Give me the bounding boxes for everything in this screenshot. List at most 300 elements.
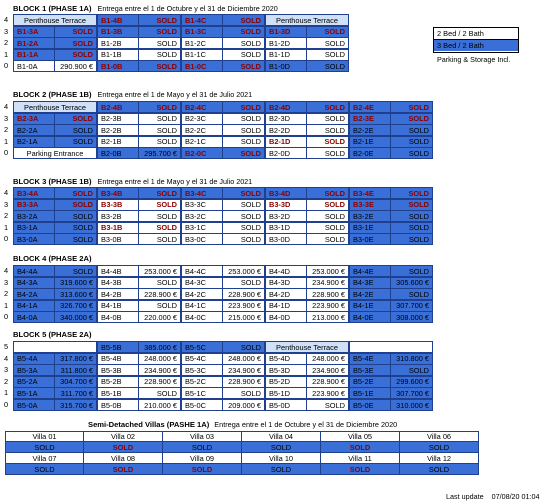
unit-price: 215.000 € <box>228 312 261 322</box>
unit-label: Penthouse Terrace <box>24 102 86 112</box>
unit-cell <box>97 26 181 38</box>
villa-name: Villa 12 <box>400 453 479 464</box>
block1-title: BLOCK 1 (PHASE 1A) <box>13 4 92 13</box>
sold-status: SOLD <box>240 223 261 233</box>
sold-status: SOLD <box>240 102 261 112</box>
unit-cell <box>13 60 97 72</box>
unit-id: B3-2B <box>98 211 139 221</box>
sold-status: SOLD <box>156 125 177 135</box>
unit-id: B3-0B <box>98 234 139 244</box>
unit-cell <box>265 187 349 199</box>
unit-cell <box>349 387 433 399</box>
unit-id: B4-1B <box>98 301 139 311</box>
unit-cell <box>181 222 265 234</box>
sold-status: SOLD <box>240 125 261 135</box>
sold-status: SOLD <box>72 266 93 276</box>
legend-2bed <box>434 28 518 40</box>
floor-label: 4 <box>3 188 9 197</box>
unit-cell <box>265 60 349 72</box>
unit-cell <box>349 265 433 277</box>
sold-status: SOLD <box>240 278 261 288</box>
unit-id: B3-3D <box>266 200 307 210</box>
unit-id: B4-1E <box>350 301 391 311</box>
unit-cell <box>265 300 349 312</box>
unit-id: B1-0A <box>14 61 55 71</box>
floor-label: 4 <box>3 266 9 275</box>
unit-id: B3-0A <box>14 234 55 244</box>
unit-cell <box>181 387 265 399</box>
villa-status: SOLD <box>321 464 400 475</box>
unit-id: B3-2E <box>350 211 391 221</box>
unit-id: B5-1C <box>182 388 223 398</box>
unit-price: 248.000 € <box>144 354 177 364</box>
unit-cell <box>181 233 265 245</box>
sold-status: SOLD <box>156 102 177 112</box>
sold-status: SOLD <box>324 38 345 48</box>
unit-cell <box>265 124 349 136</box>
unit-cell <box>97 14 181 26</box>
unit-cell <box>181 300 265 312</box>
unit-id: B4-3A <box>14 278 55 288</box>
unit-label: Parking Entrance <box>26 148 84 158</box>
sold-status: SOLD <box>156 38 177 48</box>
unit-price: 223.900 € <box>312 388 345 398</box>
unit-id: B3-1C <box>182 223 223 233</box>
label-cell <box>265 341 349 353</box>
unit-cell <box>13 222 97 234</box>
unit-price: 210.000 € <box>144 400 177 410</box>
sold-status: SOLD <box>156 278 177 288</box>
unit-cell <box>97 376 181 388</box>
unit-id: B3-1D <box>266 223 307 233</box>
unit-id: B5-3A <box>14 365 55 375</box>
unit-label: Penthouse Terrace <box>276 342 338 352</box>
unit-cell <box>181 26 265 38</box>
unit-id: B5-4A <box>14 354 55 364</box>
unit-price: 313.600 € <box>60 289 93 299</box>
sold-status: SOLD <box>156 50 177 60</box>
unit-cell <box>349 113 433 125</box>
sold-status: SOLD <box>72 200 93 210</box>
sold-status: SOLD <box>72 50 93 60</box>
label-cell <box>13 14 97 26</box>
sold-status: SOLD <box>240 148 261 158</box>
unit-cell <box>349 199 433 211</box>
unit-price: 326.700 € <box>60 301 93 311</box>
unit-id: B1-2B <box>98 38 139 48</box>
unit-cell <box>265 113 349 125</box>
unit-cell <box>349 353 433 365</box>
last-update-label: Last update <box>446 492 484 501</box>
unit-cell <box>13 265 97 277</box>
unit-cell <box>349 277 433 289</box>
label-cell <box>13 101 97 113</box>
unit-id: B5-5C <box>182 342 223 352</box>
sold-status: SOLD <box>240 15 261 25</box>
block4-title: BLOCK 4 (PHASE 2A) <box>13 254 92 263</box>
unit-id: B1-4C <box>182 15 223 25</box>
unit-id: B5-2A <box>14 377 55 387</box>
unit-cell <box>13 26 97 38</box>
unit-price: 315.700 € <box>60 400 93 410</box>
unit-id: B3-3B <box>98 200 139 210</box>
label-cell <box>13 147 97 159</box>
sold-status: SOLD <box>408 125 429 135</box>
floor-label: 0 <box>3 61 9 71</box>
unit-cell <box>13 37 97 49</box>
floor-label: 1 <box>3 388 9 398</box>
villa-row <box>5 442 479 453</box>
unit-price: 253.000 € <box>228 266 261 276</box>
unit-id: B4-0C <box>182 312 223 322</box>
unit-id: B4-3B <box>98 278 139 288</box>
unit-id: B5-3B <box>98 365 139 375</box>
floor-label: 2 <box>3 38 9 48</box>
sold-status: SOLD <box>72 188 93 198</box>
unit-price: 228.900 € <box>144 377 177 387</box>
unit-id: B4-2B <box>98 289 139 299</box>
unit-cell <box>181 101 265 113</box>
unit-id: B4-0D <box>266 312 307 322</box>
unit-cell <box>349 288 433 300</box>
unit-cell <box>13 49 97 61</box>
unit-cell <box>181 49 265 61</box>
unit-id: B4-3E <box>350 278 391 288</box>
unit-id: B4-2E <box>350 289 391 299</box>
unit-price: 234.900 € <box>312 278 345 288</box>
unit-cell <box>265 199 349 211</box>
unit-cell <box>97 136 181 148</box>
unit-id: B5-0E <box>350 400 391 410</box>
sold-status: SOLD <box>408 200 429 210</box>
unit-id: B4-4B <box>98 266 139 276</box>
unit-cell <box>265 399 349 411</box>
unit-cell <box>181 341 265 353</box>
unit-price: 253.000 € <box>312 266 345 276</box>
unit-id: B3-0E <box>350 234 391 244</box>
villa-name: Villa 04 <box>242 431 321 442</box>
unit-id: B2-1B <box>98 137 139 147</box>
villa-name: Villa 08 <box>84 453 163 464</box>
sold-status: SOLD <box>240 114 261 124</box>
unit-id: B4-2D <box>266 289 307 299</box>
unit-cell <box>181 277 265 289</box>
villa-name: Villa 01 <box>5 431 84 442</box>
sold-status: SOLD <box>156 61 177 71</box>
unit-cell <box>181 311 265 323</box>
unit-id: B1-1C <box>182 50 223 60</box>
unit-cell <box>349 300 433 312</box>
unit-id: B5-3C <box>182 365 223 375</box>
unit-id: B5-4C <box>182 354 223 364</box>
unit-cell <box>97 124 181 136</box>
unit-id: B1-3B <box>98 27 139 37</box>
label-cell <box>265 14 349 26</box>
unit-id: B1-0B <box>98 61 139 71</box>
unit-cell <box>97 187 181 199</box>
sold-status: SOLD <box>72 38 93 48</box>
unit-cell <box>265 49 349 61</box>
sold-status: SOLD <box>324 211 345 221</box>
floor-label: 2 <box>3 125 9 135</box>
unit-price: 228.900 € <box>228 289 261 299</box>
sold-status: SOLD <box>240 50 261 60</box>
unit-cell <box>349 399 433 411</box>
unit-cell <box>181 199 265 211</box>
unit-id: B3-4A <box>14 188 55 198</box>
unit-id: B1-4B <box>98 15 139 25</box>
unit-id: B2-2D <box>266 125 307 135</box>
unit-cell <box>181 376 265 388</box>
unit-cell <box>265 136 349 148</box>
unit-cell <box>13 387 97 399</box>
sold-status: SOLD <box>72 234 93 244</box>
unit-id: B2-1E <box>350 137 391 147</box>
last-update-value: 07/08/20 01:04 <box>491 492 540 501</box>
unit-price: 248.000 € <box>312 354 345 364</box>
unit-id: B2-1C <box>182 137 223 147</box>
unit-price: 223.900 € <box>228 301 261 311</box>
unit-price: 310.800 € <box>396 354 429 364</box>
sold-status: SOLD <box>408 148 429 158</box>
sold-status: SOLD <box>156 137 177 147</box>
sold-status: SOLD <box>240 61 261 71</box>
unit-id: B1-2C <box>182 38 223 48</box>
floor-label: 0 <box>3 148 9 158</box>
villa-name: Villa 02 <box>84 431 163 442</box>
sold-status: SOLD <box>324 61 345 71</box>
unit-id: B5-4B <box>98 354 139 364</box>
legend-3bed <box>434 40 518 51</box>
unit-cell <box>265 233 349 245</box>
sold-status: SOLD <box>408 365 429 375</box>
sold-status: SOLD <box>156 200 177 210</box>
unit-id: B1-2D <box>266 38 307 48</box>
villas-grid <box>5 431 479 475</box>
floor-label: 4 <box>3 15 9 24</box>
unit-id: B3-4C <box>182 188 223 198</box>
villas-subtitle: Entrega entre el 1 de Octubre y el 31 de Diciembre 2020 <box>214 420 398 429</box>
unit-cell <box>13 187 97 199</box>
unit-id: B4-4E <box>350 266 391 276</box>
unit-price: 319.600 € <box>60 278 93 288</box>
floor-label: 3 <box>3 113 9 123</box>
floor-label: 3 <box>3 365 9 375</box>
floor-label: 0 <box>3 400 9 409</box>
unit-cell <box>97 288 181 300</box>
unit-cell <box>181 353 265 365</box>
unit-id: B5-0A <box>14 400 55 410</box>
sold-status: SOLD <box>156 188 177 198</box>
unit-price: 234.900 € <box>228 365 261 375</box>
unit-cell <box>13 277 97 289</box>
unit-id: B4-1A <box>14 301 55 311</box>
sold-status: SOLD <box>324 50 345 60</box>
unit-id: B1-1D <box>266 50 307 60</box>
unit-price: 310.000 € <box>396 400 429 410</box>
unit-id: B4-0A <box>14 312 55 322</box>
unit-id: B3-4E <box>350 188 391 198</box>
villas-header <box>88 420 397 429</box>
sold-status: SOLD <box>324 125 345 135</box>
floor-label: 1 <box>3 136 9 146</box>
unit-cell <box>97 300 181 312</box>
floor-label: 2 <box>3 211 9 221</box>
villa-name: Villa 06 <box>400 431 479 442</box>
villa-row <box>5 431 479 442</box>
floor-label: 0 <box>3 312 9 322</box>
unit-price: 209.000 € <box>228 400 261 410</box>
unit-id: B5-3E <box>350 365 391 375</box>
unit-cell <box>181 399 265 411</box>
sold-status: SOLD <box>156 234 177 244</box>
block3-title: BLOCK 3 (PHASE 1B) <box>13 177 92 186</box>
unit-cell <box>181 210 265 222</box>
unit-id: B4-3C <box>182 278 223 288</box>
unit-id: B3-3E <box>350 200 391 210</box>
unit-price: 304.700 € <box>60 377 93 387</box>
unit-id: B2-1D <box>266 137 307 147</box>
unit-cell <box>13 353 97 365</box>
unit-cell <box>181 113 265 125</box>
legend-3bed-label: 3 Bed / 2 Bath <box>437 41 484 50</box>
sold-status: SOLD <box>408 223 429 233</box>
sold-status: SOLD <box>324 137 345 147</box>
unit-label: Penthouse Terrace <box>276 15 338 25</box>
unit-id: B3-2A <box>14 211 55 221</box>
unit-id: B5-2B <box>98 377 139 387</box>
sold-status: SOLD <box>240 188 261 198</box>
unit-id: B2-3D <box>266 114 307 124</box>
unit-id: B3-4D <box>266 188 307 198</box>
floor-label: 3 <box>3 26 9 36</box>
empty-cell <box>13 341 97 353</box>
sold-status: SOLD <box>408 266 429 276</box>
sold-status: SOLD <box>408 188 429 198</box>
block1-header <box>13 4 278 13</box>
unit-cell <box>97 199 181 211</box>
villa-status: SOLD <box>84 442 163 453</box>
unit-cell <box>265 210 349 222</box>
unit-cell <box>97 210 181 222</box>
unit-id: B4-0B <box>98 312 139 322</box>
sold-status: SOLD <box>408 102 429 112</box>
villa-name: Villa 10 <box>242 453 321 464</box>
block1-subtitle: Entrega entre el 1 de Octubre y el 31 de Diciembre 2020 <box>97 4 278 13</box>
unit-cell <box>349 147 433 159</box>
unit-cell <box>13 376 97 388</box>
unit-cell <box>97 311 181 323</box>
floor-label: 3 <box>3 199 9 209</box>
unit-id: B2-0D <box>266 148 307 158</box>
unit-price: 307.700 € <box>396 301 429 311</box>
unit-id: B4-3D <box>266 278 307 288</box>
unit-id: B2-4D <box>266 102 307 112</box>
villa-status: SOLD <box>163 442 242 453</box>
unit-id: B3-0C <box>182 234 223 244</box>
sold-status: SOLD <box>240 211 261 221</box>
unit-id: B3-1B <box>98 223 139 233</box>
sold-status: SOLD <box>156 15 177 25</box>
sold-status: SOLD <box>72 223 93 233</box>
unit-price: 253.000 € <box>144 266 177 276</box>
legend-note: Parking & Storage Incl. <box>437 55 511 64</box>
floor-label: 0 <box>3 234 9 244</box>
villas-title: Semi-Detached Villas (PASHE 1A) <box>88 420 210 429</box>
sold-status: SOLD <box>240 234 261 244</box>
unit-cell <box>13 300 97 312</box>
unit-cell <box>97 222 181 234</box>
unit-cell <box>349 222 433 234</box>
sold-status: SOLD <box>156 223 177 233</box>
unit-price: 385.000 € <box>144 342 177 352</box>
unit-id: B1-1A <box>14 50 55 60</box>
unit-cell <box>97 101 181 113</box>
sold-status: SOLD <box>240 38 261 48</box>
villa-status: SOLD <box>84 464 163 475</box>
unit-price: 228.900 € <box>144 289 177 299</box>
unit-id: B2-3B <box>98 114 139 124</box>
unit-cell <box>349 136 433 148</box>
unit-id: B4-1D <box>266 301 307 311</box>
unit-cell <box>181 124 265 136</box>
floor-label: 1 <box>3 300 9 310</box>
sold-status: SOLD <box>408 114 429 124</box>
sold-status: SOLD <box>324 188 345 198</box>
floor-label: 4 <box>3 102 9 111</box>
unit-id: B3-4B <box>98 188 139 198</box>
sold-status: SOLD <box>156 114 177 124</box>
unit-cell <box>97 113 181 125</box>
unit-id: B4-4A <box>14 266 55 276</box>
floor-label: 2 <box>3 376 9 386</box>
villa-name: Villa 11 <box>321 453 400 464</box>
block2-subtitle: Entrega entre el 1 de Mayo y el 31 de Julio 2021 <box>97 90 253 99</box>
unit-cell <box>265 387 349 399</box>
sold-status: SOLD <box>240 388 261 398</box>
unit-id: B4-4C <box>182 266 223 276</box>
villa-status: SOLD <box>5 464 84 475</box>
block3-header <box>13 177 252 186</box>
villa-name: Villa 07 <box>5 453 84 464</box>
sold-status: SOLD <box>156 211 177 221</box>
sold-status: SOLD <box>324 400 345 410</box>
villa-status: SOLD <box>400 442 479 453</box>
sold-status: SOLD <box>324 27 345 37</box>
unit-cell <box>349 311 433 323</box>
unit-id: B5-2D <box>266 377 307 387</box>
unit-cell <box>265 277 349 289</box>
unit-price: 234.900 € <box>144 365 177 375</box>
sold-status: SOLD <box>324 223 345 233</box>
unit-cell <box>265 311 349 323</box>
unit-id: B5-0B <box>98 400 139 410</box>
unit-id: B2-3A <box>14 114 55 124</box>
sold-status: SOLD <box>324 234 345 244</box>
unit-cell <box>13 311 97 323</box>
unit-id: B1-3A <box>14 27 55 37</box>
sold-status: SOLD <box>72 125 93 135</box>
unit-id: B4-2A <box>14 289 55 299</box>
unit-id: B5-1A <box>14 388 55 398</box>
unit-price: 317.800 € <box>60 354 93 364</box>
sold-status: SOLD <box>240 27 261 37</box>
sold-status: SOLD <box>156 301 177 311</box>
block2-header <box>13 90 252 99</box>
unit-cell <box>13 124 97 136</box>
unit-cell <box>97 353 181 365</box>
unit-id: B5-0C <box>182 400 223 410</box>
